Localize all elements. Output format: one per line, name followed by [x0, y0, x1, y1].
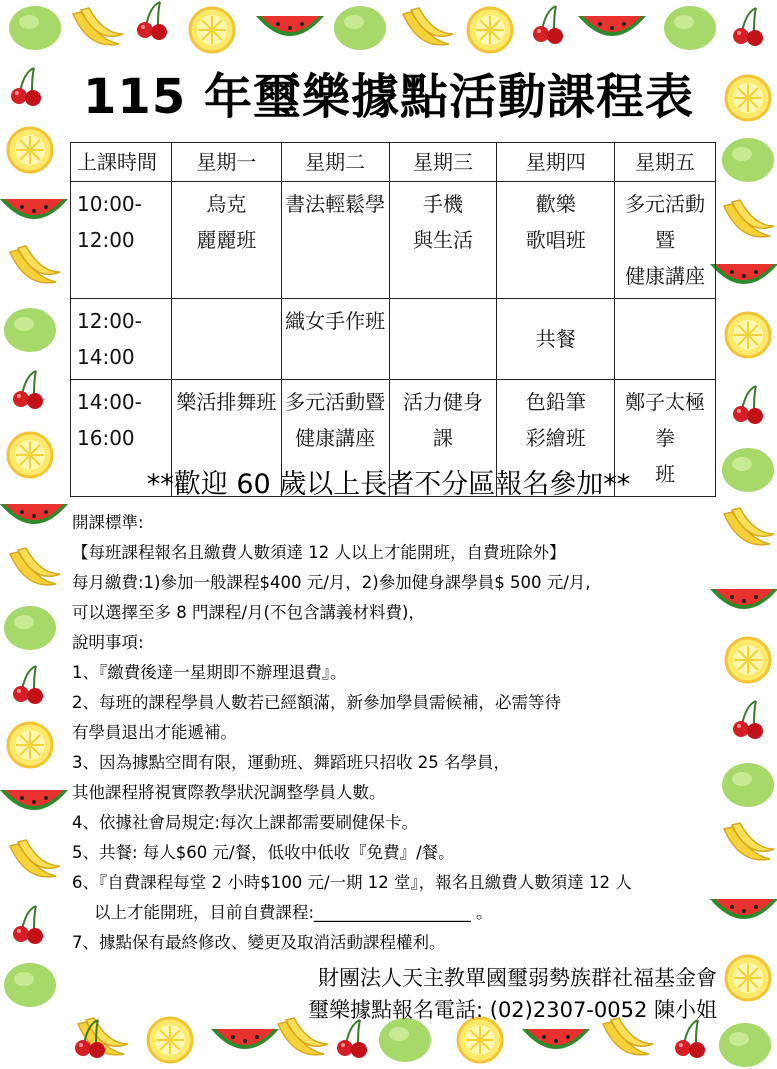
table-row — [71, 182, 716, 299]
time-end: 14:00 — [77, 345, 135, 369]
course-line: 共餐 — [535, 327, 576, 351]
time-start: 14:00- — [77, 390, 142, 414]
course-cell — [389, 182, 497, 299]
note-item-cont: 以上才能開班，目前自費課程:___________________ 。 — [94, 903, 493, 922]
header-friday: 星期五 — [615, 143, 716, 182]
time-start: 12:00- — [77, 309, 142, 333]
course-line: 彩繪班 — [525, 426, 586, 450]
standard-heading: 開課標準: — [72, 513, 144, 532]
table-header-row — [71, 143, 716, 182]
header-wednesday: 星期三 — [389, 143, 497, 182]
note-item: 4、依據社會局規定:每次上課都需要刷健保卡。 — [72, 813, 419, 832]
course-cell — [497, 182, 615, 299]
page-title: 115 年璽樂據點活動課程表 — [83, 69, 694, 125]
header-time: 上課時間 — [71, 143, 172, 182]
course-line: 色鉛筆 — [525, 390, 586, 414]
fee-line: 可以選擇至多 8 門課程/月(不包含講義材料費)， — [72, 603, 425, 622]
note-item-cont: 有學員退出才能遞補。 — [72, 723, 237, 742]
fee-line: 每月繳費:1)參加一般課程$400 元/月，2)參加健身課學員$ 500 元/月, — [72, 573, 591, 592]
course-line: 活力健身 — [402, 390, 483, 414]
footer — [308, 962, 717, 1026]
course-line: 健康講座 — [625, 264, 706, 288]
header-thursday: 星期四 — [497, 143, 615, 182]
time-cell — [71, 182, 172, 299]
course-cell — [171, 182, 281, 299]
time-start: 10:00- — [77, 192, 142, 216]
course-line: 烏克 — [206, 192, 247, 216]
course-cell-empty — [389, 299, 497, 380]
course-line: 麗麗班 — [196, 228, 257, 252]
course-line: 樂活排舞班 — [176, 390, 277, 414]
organization-name: 財團法人天主教單國璽弱勢族群社福基金會 — [318, 966, 717, 990]
course-line: 歡樂 — [535, 192, 576, 216]
course-line: 書法輕鬆學 — [285, 192, 386, 216]
note-item: 3、因為據點空間有限，運動班、舞蹈班只招收 25 名學員， — [72, 753, 510, 772]
time-end: 12:00 — [77, 228, 135, 252]
welcome-banner: **歡迎 60 歲以上長者不分區報名參加** — [146, 469, 631, 500]
course-line: 與生活 — [412, 228, 473, 252]
header-monday: 星期一 — [171, 143, 281, 182]
explain-heading: 說明事項: — [72, 633, 144, 652]
note-item-cont: 其他課程將視實際教學狀況調整學員人數。 — [72, 783, 386, 802]
notes-section — [72, 508, 722, 958]
course-cell-empty — [615, 299, 716, 380]
note-item: 2、每班的課程學員人數若已經額滿，新參加學員需候補，必需等待 — [72, 693, 561, 712]
header-tuesday: 星期二 — [281, 143, 389, 182]
standard-rule: 【每班課程報名且繳費人數須達 12 人以上才能開班，自費班除外】 — [72, 543, 566, 562]
contact-line: 璽樂據點報名電話: (02)2307-0052 陳小姐 — [308, 998, 717, 1022]
time-end: 16:00 — [77, 426, 135, 450]
course-line: 歌唱班 — [525, 228, 586, 252]
course-line: 多元活動暨 — [285, 390, 386, 414]
course-line: 課 — [432, 426, 453, 450]
note-item: 1、『繳費後達一星期即不辦理退費』。 — [72, 663, 347, 682]
table-row — [71, 299, 716, 380]
note-item: 5、共餐: 每人$60 元/餐，低收中低收『免費』/餐。 — [72, 843, 455, 862]
course-line: 手機 — [422, 192, 463, 216]
time-cell — [71, 299, 172, 380]
course-cell — [497, 299, 615, 380]
course-cell — [615, 182, 716, 299]
course-cell-empty — [171, 299, 281, 380]
note-item: 7、據點保有最終修改、變更及取消活動課程權利。 — [72, 933, 446, 952]
course-line: 多元活動暨 — [625, 192, 706, 252]
course-line: 班 — [655, 462, 676, 486]
schedule-table — [70, 142, 716, 497]
course-line: 織女手作班 — [285, 309, 386, 333]
note-item: 6、『自費課程每堂 2 小時$100 元/一期 12 堂』，報名且繳費人數須達 12 人 — [72, 873, 632, 892]
course-line: 鄭子太極拳 — [625, 390, 706, 450]
course-line: 健康講座 — [295, 426, 376, 450]
course-cell — [281, 182, 389, 299]
course-cell — [281, 299, 389, 380]
